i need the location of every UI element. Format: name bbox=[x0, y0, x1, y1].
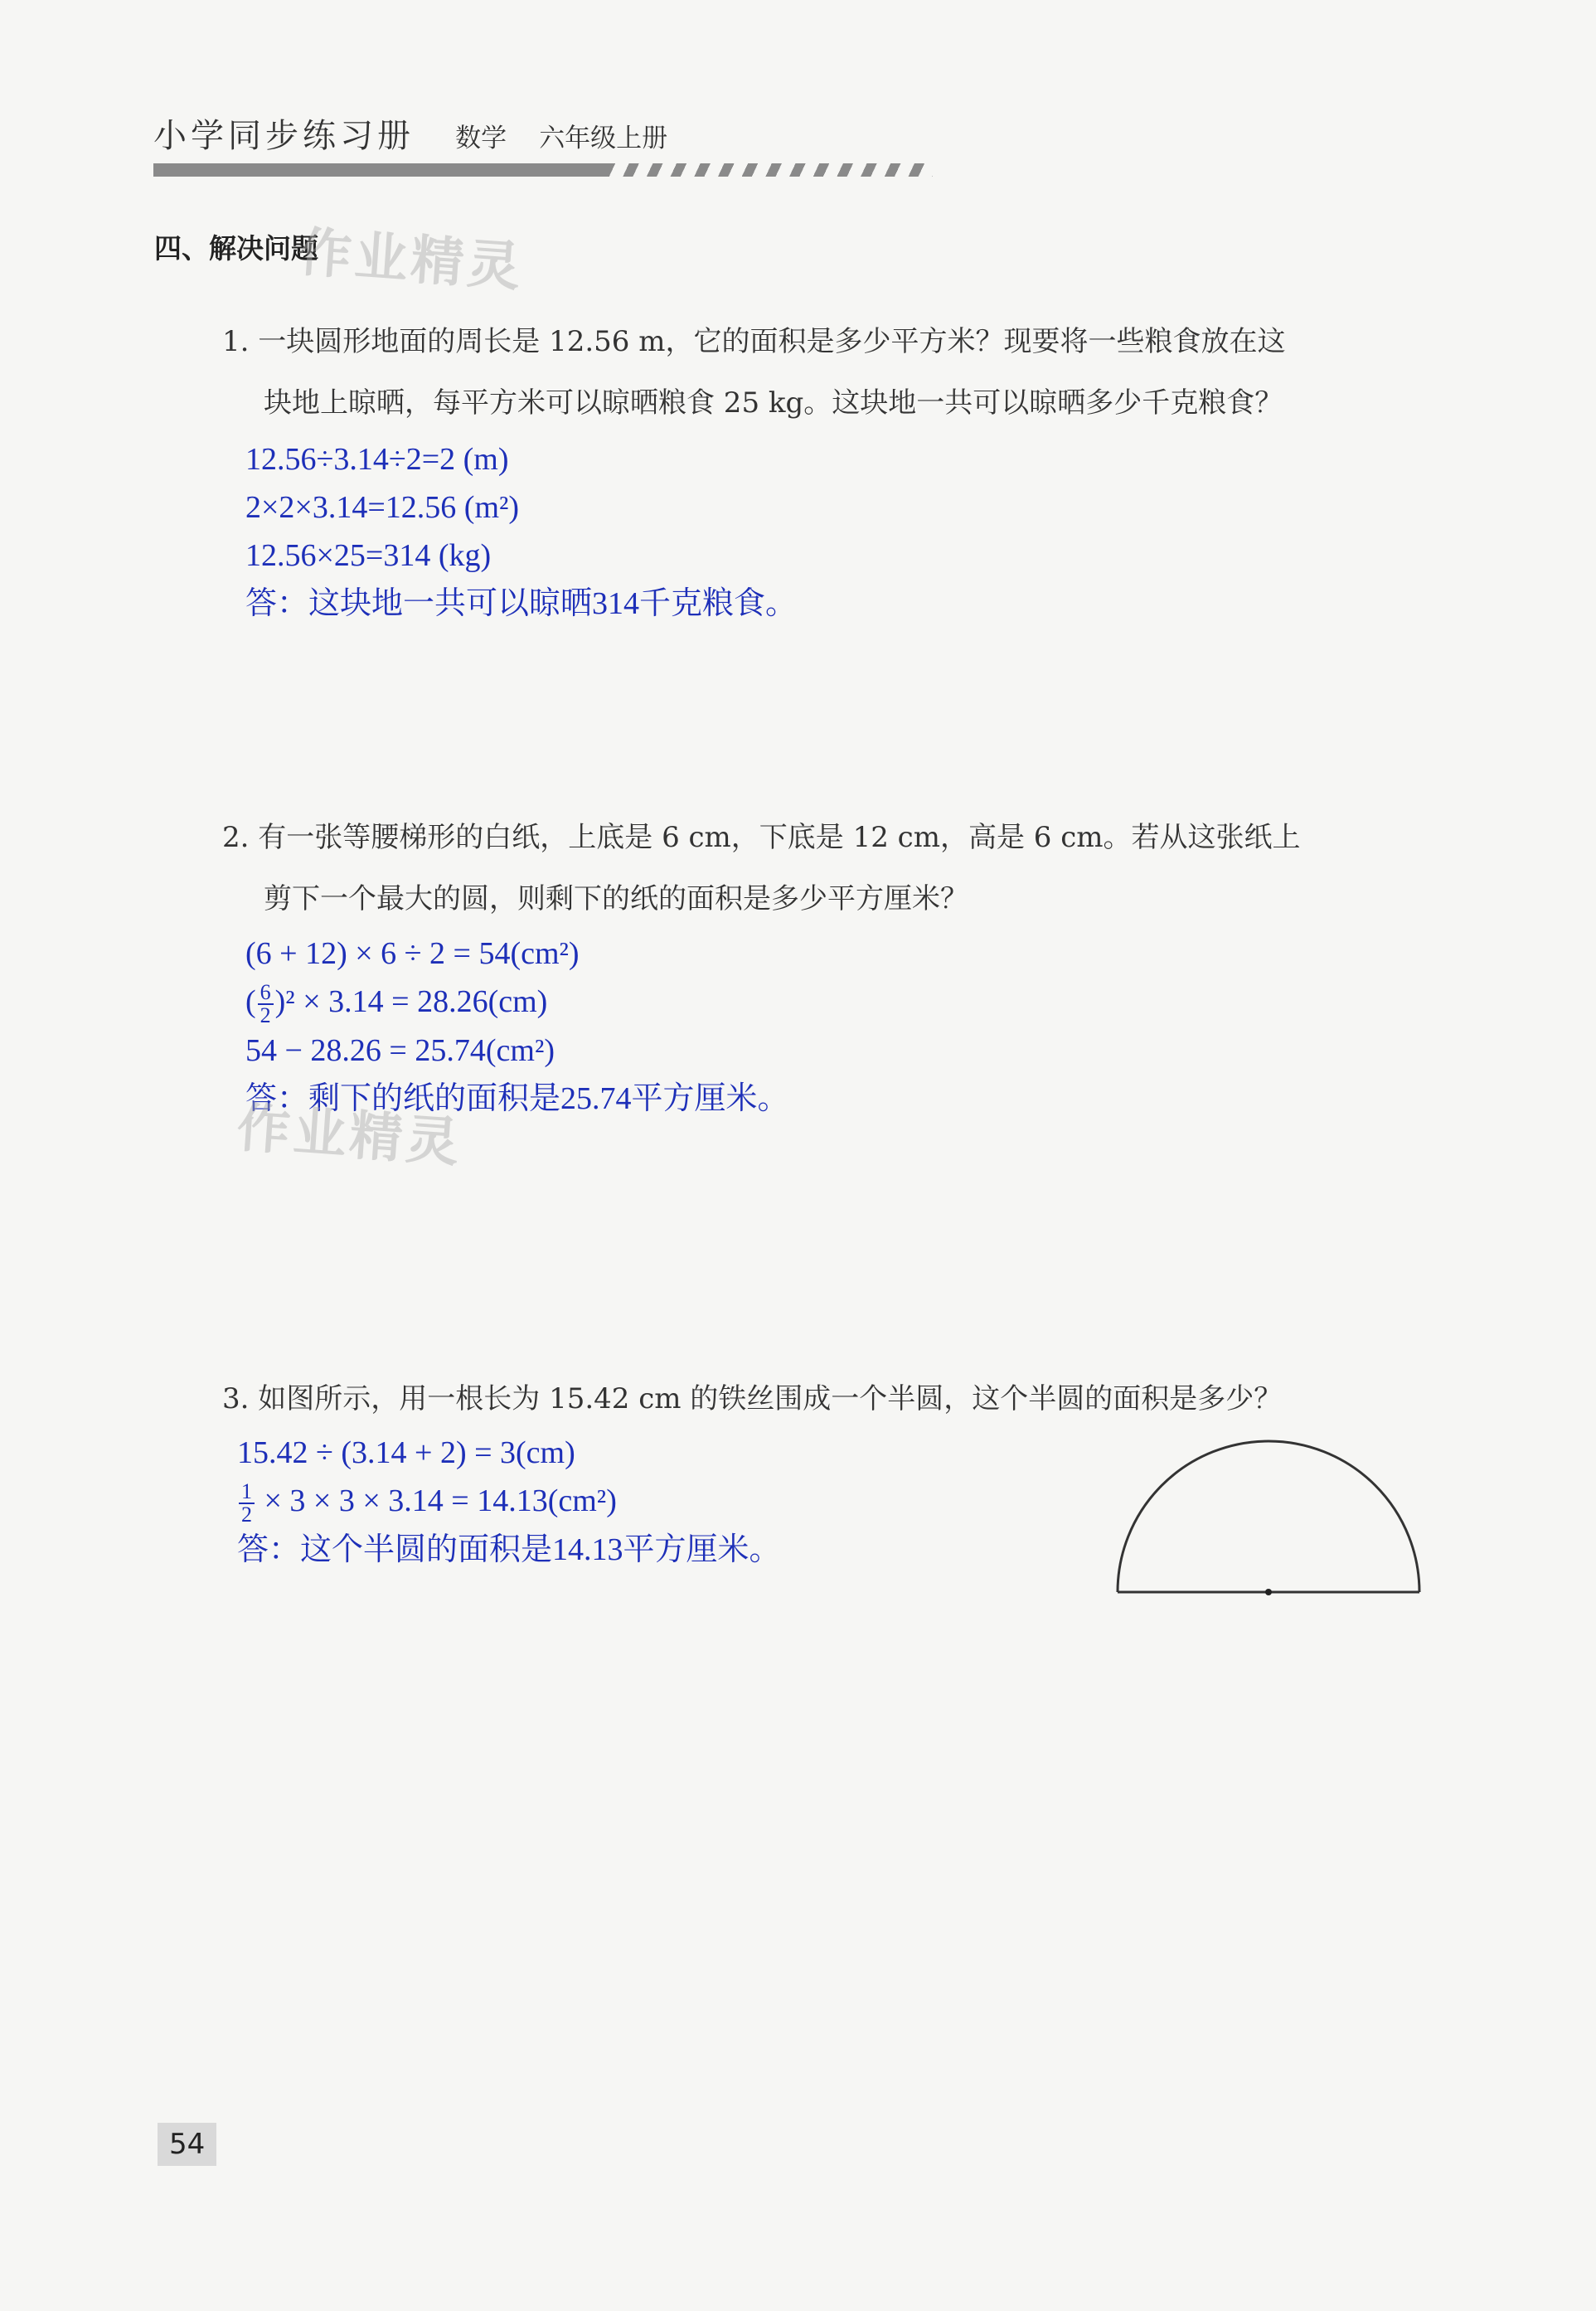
question-2-line-2: 剪下一个最大的圆，则剩下的纸的面积是多少平方厘米？ bbox=[264, 882, 968, 915]
watermark: 作业精灵 bbox=[235, 1097, 464, 1175]
answer-2-step-3: 54 − 28.26 = 25.74(cm²) bbox=[245, 1033, 555, 1069]
answer-3-step-1: 15.42 ÷ (3.14 + 2) = 3(cm) bbox=[237, 1435, 575, 1470]
answer-1-step-2: 2×2×3.14=12.56 (m²) bbox=[245, 490, 520, 525]
question-3-line-1: 3. 如图所示，用一根长为 15.42 cm 的铁丝围成一个半圆，这个半圆的面积是多少？ bbox=[222, 1382, 1283, 1415]
fraction: $\frac{1}{2}$ bbox=[239, 1481, 255, 1526]
grade-label: 六年级上册 bbox=[539, 124, 668, 153]
question-1-line-2: 块地上晾晒，每平方米可以晾晒粮食 25 kg。这块地一共可以晾晒多少千克粮食？ bbox=[264, 386, 1283, 420]
question-2-line-1: 2. 有一张等腰梯形的白纸，上底是 6 cm，下底是 12 cm，高是 6 cm。若从这张纸上 bbox=[222, 821, 1301, 854]
answer-1 bbox=[245, 435, 797, 628]
book-title: 小学同步练习册 bbox=[153, 117, 415, 155]
question-3 bbox=[222, 1368, 1466, 1430]
answer-2-step-2: ( $\frac{6}{2}$ )² × 3.14 = 28.26(cm) bbox=[245, 980, 548, 1028]
subject-label: 数学 bbox=[455, 124, 507, 153]
fraction: $\frac{6}{2}$ bbox=[258, 982, 274, 1027]
answer-3-step-2: $\frac{1}{2}$ × 3 × 3 × 3.14 = 14.13(cm²) bbox=[237, 1477, 781, 1526]
center-point bbox=[1265, 1589, 1272, 1595]
answer-1-step-1: 12.56÷3.14÷2=2 (m) bbox=[245, 442, 509, 477]
page-number: 54 bbox=[158, 2123, 216, 2166]
question-1-line-1: 1. 一块圆形地面的周长是 12.56 m，它的面积是多少平方米？现要将一些粮食放在这 bbox=[222, 325, 1286, 358]
answer-1-step-3: 12.56×25=314 (kg) bbox=[245, 538, 492, 573]
question-2 bbox=[222, 807, 1466, 930]
watermark: 作业精灵 bbox=[296, 221, 526, 299]
semicircle-arc bbox=[1118, 1441, 1419, 1592]
answer-2-step-1: (6 + 12) × 6 ÷ 2 = 54(cm²) bbox=[245, 936, 580, 971]
section-title: 四、解决问题 bbox=[154, 232, 318, 265]
semicircle-figure bbox=[1111, 1435, 1426, 1600]
answer-3-conclusion: 答：这个半圆的面积是14.13平方厘米。 bbox=[237, 1532, 781, 1568]
header-rule bbox=[153, 163, 933, 177]
page-header bbox=[153, 109, 941, 157]
question-1 bbox=[222, 311, 1466, 434]
answer-1-conclusion: 答：这块地一共可以晾晒314千克粮食。 bbox=[245, 586, 798, 621]
answer-2-conclusion: 答：剩下的纸的面积是25.74平方厘米。 bbox=[245, 1081, 789, 1117]
answer-3 bbox=[237, 1429, 781, 1574]
